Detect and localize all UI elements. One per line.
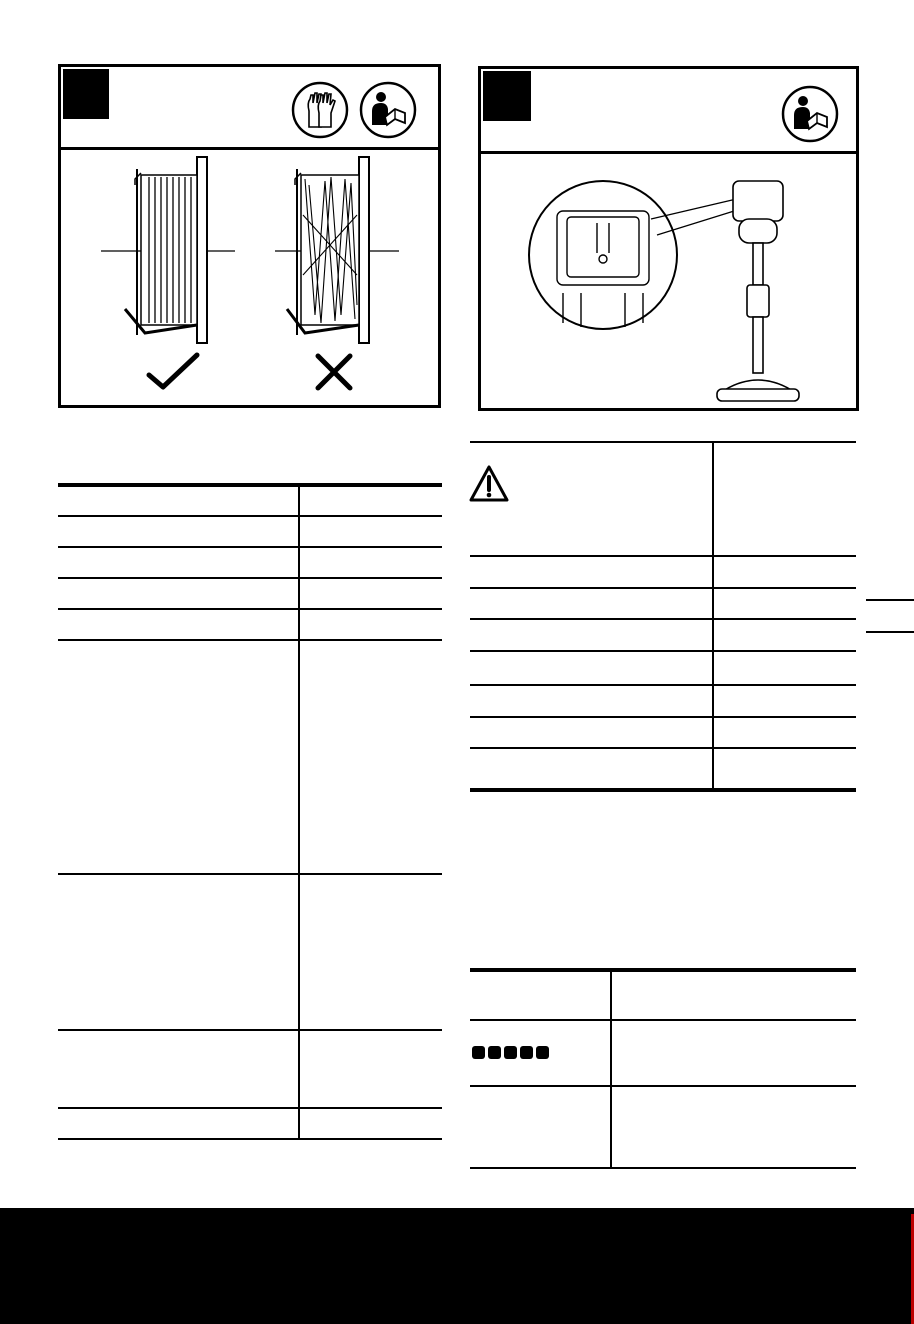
side-tab-mark <box>866 599 914 601</box>
table-rule <box>470 968 856 972</box>
indicator-dot <box>472 1046 485 1059</box>
indicator-dot <box>488 1046 501 1059</box>
indicator-dot <box>520 1046 533 1059</box>
table-rule <box>470 684 856 686</box>
table-column-divider <box>298 487 300 1138</box>
table-rule <box>470 650 856 652</box>
table-rule <box>470 618 856 620</box>
table-rule <box>470 1167 856 1169</box>
page-footer <box>0 1208 914 1324</box>
figure-left <box>58 64 441 408</box>
read-manual-icon <box>359 81 417 139</box>
table-rule <box>58 873 442 875</box>
indicator-dot <box>536 1046 549 1059</box>
table-column-divider <box>712 441 714 788</box>
table-rule <box>470 1085 856 1087</box>
table-rule <box>58 577 442 579</box>
incorrect-winding <box>275 155 415 345</box>
table-rule <box>58 546 442 548</box>
side-tab-mark <box>866 631 914 633</box>
read-manual-icon <box>781 85 839 143</box>
figure-header-divider <box>481 151 856 154</box>
magnified-detail <box>527 173 857 409</box>
figure-right <box>478 66 859 411</box>
figure-number-box <box>483 71 531 121</box>
indicator-dot <box>504 1046 517 1059</box>
table-rule <box>58 483 442 487</box>
table-rule <box>470 555 856 557</box>
table-rule <box>470 1019 856 1021</box>
table-column-divider <box>610 972 612 1167</box>
correct-winding <box>101 155 241 345</box>
table-rule <box>58 515 442 517</box>
table-rule <box>470 788 856 792</box>
battery-indicator-dots <box>472 1046 552 1064</box>
cross-icon <box>313 351 355 393</box>
table-rule <box>470 716 856 718</box>
table-rule <box>470 747 856 749</box>
table-rule <box>58 1138 442 1140</box>
table-rule <box>470 441 856 443</box>
table-rule <box>58 1029 442 1031</box>
figure-header-divider <box>61 147 438 150</box>
gloves-icon <box>291 81 349 139</box>
checkmark-icon <box>145 351 201 393</box>
figure-number-box <box>63 69 109 119</box>
warning-triangle-icon <box>468 464 510 504</box>
table-rule <box>470 587 856 589</box>
table-rule <box>58 608 442 610</box>
table-rule <box>58 639 442 641</box>
table-rule <box>58 1107 442 1109</box>
